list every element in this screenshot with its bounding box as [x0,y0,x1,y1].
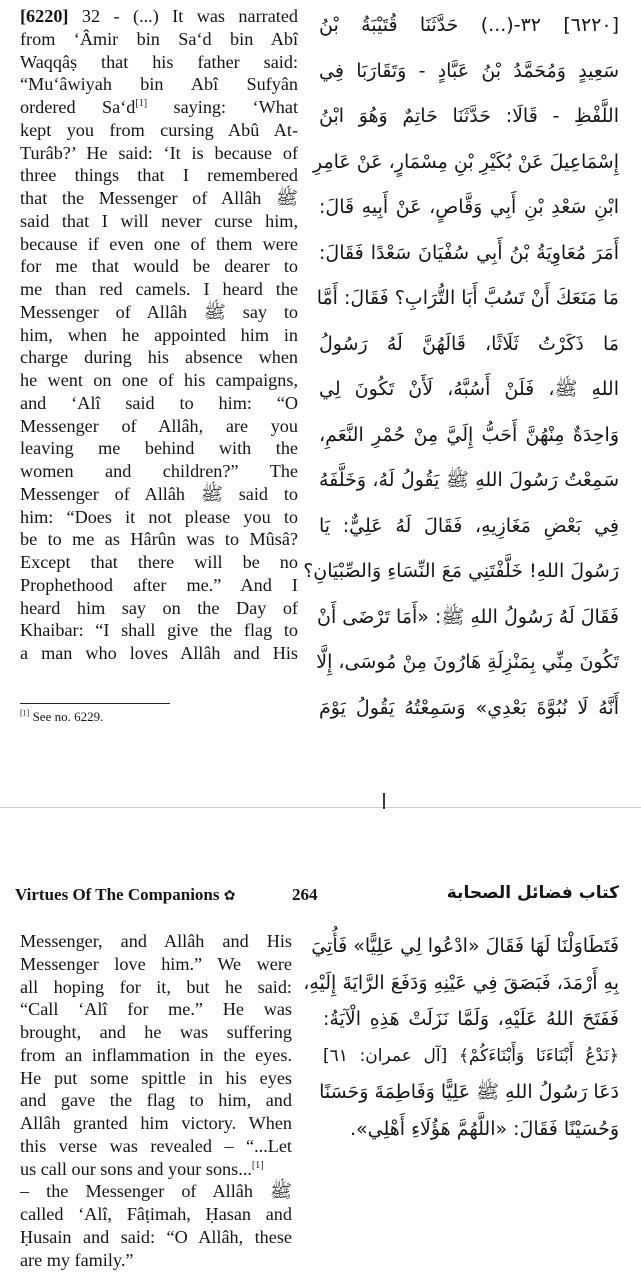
text-line: be to me as Hârûn was to Mûsâ? [20,529,298,550]
arabic-line: [٦٢٢٠] ٣٢-(...) حَدَّثَنَا قُتَيْبَةُ بْنُ [319,14,620,36]
text-line: said that I will never curse him, [20,210,298,231]
english-column [20,930,292,1271]
arabic-line: وَاحِدَةٌ مِنْهُنَّ أَحَبُّ إِلَيَّ مِنْ حُمْرِ النَّعَمِ، [319,423,619,446]
footnote-divider [20,703,170,704]
footnote-reference[interactable]: [1] [251,1159,264,1171]
arabic-line: بِهِ أَرْمَدَ، فَبَصَقَ فِي عَيْنِهِ وَدَفَعَ الرَّايَةَ إِلَيْهِ، [303,971,619,994]
text-line: Khaibar: “I shall give the flag to [20,620,298,641]
arabic-line: أَنَّهُ لَا نُبُوَّةَ بَعْدِي» وَسَمِعْتُهُ يَقُولُ يَوْمَ [319,696,619,719]
text-line: for me that would be dearer to [20,256,298,277]
text-line: this verse was revealed – “...Let [20,1135,292,1156]
text-line: Messenger of Allâh, are you [20,415,298,436]
arabic-line: تَكُونَ مِنِّي بِمَنْزِلَةِ هَارُونَ مِنْ مُوسَى، إِلَّا [316,651,619,673]
text-line: Messenger, and Allâh and His [20,931,292,951]
text-line: are my family.” [20,1249,134,1270]
text-line: Waqqâṣ that his father said: [20,51,298,72]
text-line: Except that there will be no [20,552,298,572]
arabic-line: رَسُولَ اللهِ! خَلَّفْتَنِي مَعَ النِّسَاءِ وَالصِّبْيَانِ؟ [303,560,619,582]
scroll-marker [383,793,385,809]
footnote [20,709,103,725]
arabic-line: فَقَالَ لَهُ رَسُولُ اللهِ ﷺ: «أَمَا تَرْضَى أَنْ [317,605,619,628]
arabic-line: وَحُسَيْنًا فَقَالَ: «اللَّهُمَّ هَؤُلَاءِ أَهْلِي». [349,1117,619,1140]
text-line: Messenger of Allâh ﷺ said to [20,483,298,504]
text-line: Messenger love him.” We were [20,953,292,974]
arabic-line: أَمَرَ مُعَاوِيَةُ بْنُ أَبِي سُفْيَانَ سَعْدًا فَقَالَ: [319,241,619,264]
arabic-line: دَعَا رَسُولُ اللهِ ﷺ عَلِيًّا وَفَاطِمَةَ وَحَسَنًا [319,1081,619,1103]
arabic-column [303,928,619,1147]
text-line: Ḥusain and said: “O Allâh, these [20,1226,292,1247]
text-line: Messenger of Allâh ﷺ say to [20,301,298,322]
text-line: three things that I remembered [20,165,298,186]
text-line: and ‘Alî said to him: “O [20,392,298,413]
text-line: heard him say on the Day of [20,597,298,618]
arabic-line: فَفَتَحَ اللهُ عَلَيْهِ، وَلَمَّا نَزَلَتْ هَذِهِ الْآيَةُ: [323,1008,619,1030]
arabic-line: فَتَطَاوَلْنَا لَهَا فَقَالَ «ادْعُوا لِي عَلِيًّا» فَأُتِيَ [311,935,619,957]
text-line: all hoping for it, but he said: [20,976,292,997]
text-line: Turâb?’ He said: ‘It is because of [20,142,298,163]
arabic-line: ابْنِ سَعْدِ بْنِ أَبِي وَقَّاصٍ، عَنْ أَبِيهِ قَالَ: [319,196,619,218]
arabic-line: فِي بَعْضِ مَغَازِيهِ، فَقَالَ لَهُ عَلِيٌّ: يَا [319,514,619,537]
text-line: Allâh granted him victory. When [20,1113,292,1133]
text-line: a man who loves Allâh and His [20,643,298,663]
arabic-chapter-title: كتاب فضائل الصحابة [446,883,619,903]
arabic-line: سَمِعْتُ رَسُولَ اللهِ ﷺ يَقُولُ لَهُ، وَخَلَّفَهُ [319,469,619,491]
text-line: called ‘Alî, Fâṭimah, Ḥasan and [20,1204,292,1224]
text-line: Prophethood after me.” And I [20,574,298,595]
text-line: that the Messenger of Allâh ﷺ [20,188,298,208]
text-line: “Call ‘Alî for me.” He was [20,999,292,1020]
text-line: him: “Does it not please you to [20,506,298,527]
text-line: from ‘Âmir bin Sa‘d bin Abî [20,28,298,49]
arabic-line: مَا مَنَعَكَ أَنْ تَسُبَّ أَبَا التُّرَابِ؟ فَقَالَ: أَمَّا [316,287,619,309]
text-line: he went on one of his campaigns, [20,370,298,390]
text-line: us call our sons and your sons...[1] [20,1158,264,1179]
page-number: 264 [292,885,318,904]
text-line: charge during his absence when [20,347,298,368]
text-line: women and children?” The [20,461,298,481]
english-column [20,5,298,665]
arabic-line: اللَّفْظِ - قَالَا: حَدَّثَنَا حَاتِمٌ وَهُوَ ابْنُ [319,105,619,127]
footnote-text: See no. 6229. [29,709,104,724]
page-separator [0,807,641,808]
text-line: ordered Sa‘d[1] saying: ‘What [20,97,298,117]
arabic-line: مَا ذَكَرْتُ ثَلَاثًا، قَالَهُنَّ لَهُ رَسُولُ [319,332,619,355]
arabic-line: سَعِيدٍ وَمُحَمَّدُ بْنُ عَبَّادٍ - وَتَقَارَبَا فِي [319,59,619,82]
text-line: kept you from cursing Abû At- [20,119,298,140]
text-line: “Mu‘âwiyah bin Abî Sufyân [20,74,298,95]
text-line: him, when he appointed him in [20,324,298,345]
text-line: brought, and he was suffering [20,1022,292,1042]
hadith-number: [6220] [20,6,69,26]
text-line: because if even one of them were [20,233,298,254]
page-gap [0,735,641,860]
ornament-icon: ✿ [223,889,236,904]
running-header [0,885,641,909]
chapter-title: Virtues Of The Companions ✿ [15,885,236,904]
footnote-reference[interactable]: [1] [135,97,148,109]
arabic-column [303,3,620,822]
text-line: He put some spittle in his eyes [20,1067,292,1088]
text-line: from an inflammation in the eyes. [20,1044,292,1065]
text-line: and gave the flag to him, and [20,1090,292,1111]
text-line: leaving me behind with the [20,438,298,459]
bottom-book-page [0,860,641,1280]
footnote-mark: [1] [20,708,30,718]
text-line: me than red camels. I heard the [20,279,298,299]
arabic-line: إِسْمَاعِيلَ عَنْ بُكَيْرِ بْنِ مِسْمَارٍ، عَنْ عَامِرِ [312,150,619,173]
quran-citation-line: ﴿نَدْعُ أَبْنَاءَنَا وَأَبْنَاءَكُمْ﴾ [آل عمران: ٦١] [323,1045,619,1066]
text-line: – the Messenger of Allâh ﷺ [20,1181,292,1202]
text-line: [6220] 32 - (...) It was narrated [20,6,298,26]
arabic-line: اللهِ ﷺ، فَلَنْ أَسُبَّهُ، لَأَنْ تَكُونَ لِي [319,378,619,400]
